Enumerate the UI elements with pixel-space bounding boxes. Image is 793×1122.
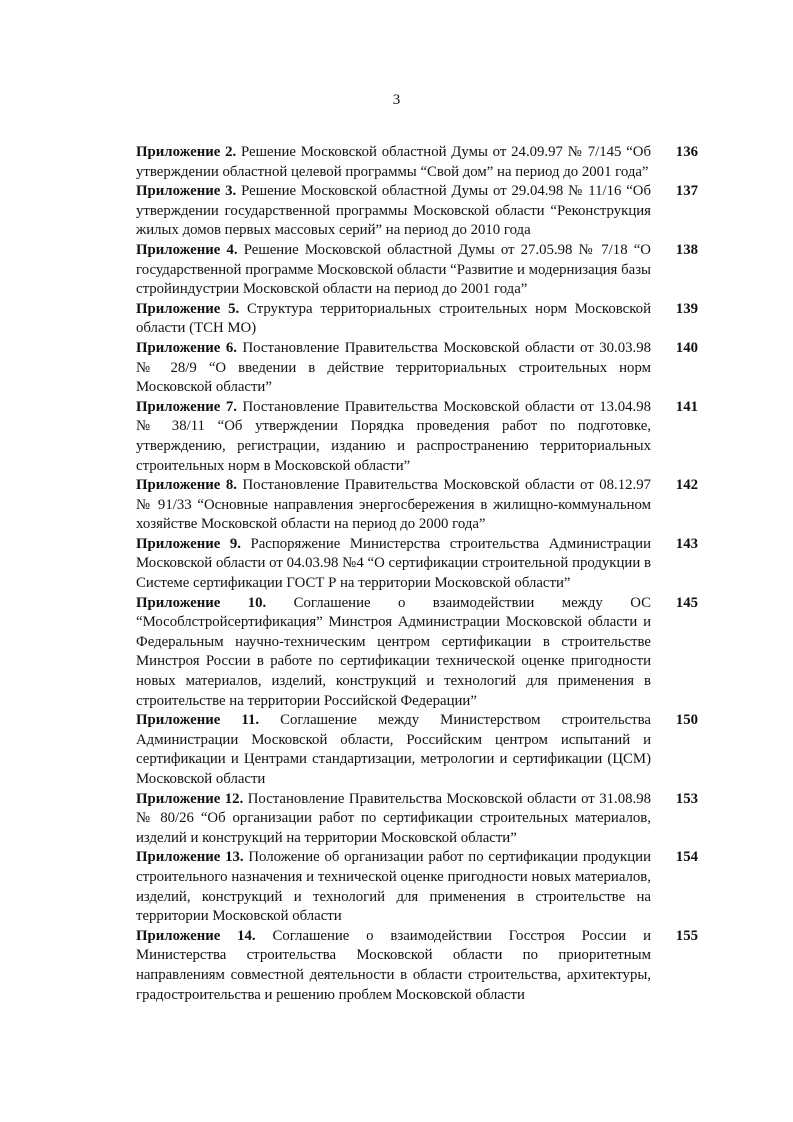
toc-entry-text: [136, 711, 651, 789]
toc-entry-9: [136, 535, 698, 594]
toc-entry-title: Положение об организации работ по сертификации продукции строительного назначения и технической оценке пригодности новых материалов, изделий, конструкций и технологий для применения в строительстве на территории Московской области: [136, 849, 652, 925]
toc-entry-label: Приложение 10.: [136, 594, 267, 611]
toc-entry-page: 143: [675, 535, 698, 552]
toc-entry-label: Приложение 11.: [136, 712, 260, 729]
toc-entry-text: [136, 398, 651, 476]
toc-entry-3: [136, 182, 698, 241]
table-of-contents: [136, 143, 698, 1005]
toc-entry-page: 145: [675, 594, 698, 611]
toc-entry-title: Распоряжение Министерства строительства Администрации Московской области от 04.03.98 №4 “О сертификации строительной продукции в Системе сертификации ГОСТ Р на территории Московской области”: [136, 535, 651, 592]
toc-entry-text: [136, 300, 651, 339]
toc-entry-6: [136, 339, 698, 398]
toc-entry-13: [136, 848, 698, 926]
toc-entry-label: Приложение 13.: [136, 849, 244, 866]
toc-entry-text: [136, 182, 651, 241]
toc-entry-label: Приложение 14.: [136, 927, 256, 944]
page-number: 3: [392, 92, 401, 108]
toc-entry-8: [136, 476, 698, 535]
toc-entry-5: [136, 300, 698, 339]
toc-entry-label: Приложение 8.: [136, 477, 237, 494]
toc-entry-text: [136, 476, 651, 535]
toc-entry-text: [136, 594, 651, 712]
toc-entry-page: 136: [675, 144, 698, 160]
toc-entry-title: Решение Московской областной Думы от 27.05.98 № 7/18 “О государственной программе Московской области “Развитие и модернизация базы стройиндустрии Московской области на период до 2001 года”: [136, 241, 651, 298]
toc-entry-text: [136, 241, 651, 300]
toc-entry-page: 140: [675, 339, 698, 356]
toc-entry-text: [136, 339, 651, 398]
toc-entry-title: Постановление Правительства Московской области от 08.12.97 № 91/33 “Основные направления энергосбережения в жилищно-коммунальном хозяйстве Московской области на период до 2000 года”: [136, 477, 651, 533]
toc-entry-label: Приложение 12.: [136, 790, 244, 807]
toc-entry-page: 139: [675, 300, 698, 317]
toc-entry-title: Решение Московской областной Думы от 24.09.97 № 7/145 “Об утверждении областной целевой программы “Свой дом” на период до 2001 года”: [136, 144, 651, 180]
toc-entry-page: 138: [675, 241, 698, 258]
toc-entry-page: 141: [675, 398, 698, 415]
toc-entry-text: [136, 535, 651, 594]
toc-entry-page: 154: [675, 849, 698, 866]
toc-entry-title: Постановление Правительства Московской области от 13.04.98 № 38/11 “Об утверждении Порядка проведения работ по подготовке, утверждению, регистрации, изданию и распространению территориальных строительных норм в Московской области”: [136, 398, 651, 474]
toc-entry-label: Приложение 9.: [136, 535, 241, 552]
toc-entry-10: [136, 594, 698, 712]
toc-entry-text: [136, 848, 651, 926]
toc-entry-label: Приложение 2.: [136, 144, 237, 160]
toc-entry-text: [136, 143, 651, 182]
toc-entry-14: [136, 927, 698, 1005]
toc-entry-label: Приложение 5.: [136, 300, 240, 317]
toc-entry-page: 153: [675, 790, 698, 807]
toc-entry-page: 142: [675, 477, 698, 494]
toc-entry-12: [136, 790, 698, 849]
toc-entry-7: [136, 398, 698, 476]
toc-entry-title: Соглашение о взаимодействии Госстроя России и Министерства строительства Московской области по приоритетным направлениям совместной деятельности в области строительства, архитектуры, градостроительства и решению проблем Московской области: [136, 927, 652, 1003]
toc-entry-label: Приложение 6.: [136, 339, 237, 356]
toc-entry-title: Структура территориальных строительных норм Московской области (ТСН МО): [136, 300, 651, 337]
toc-entry-label: Приложение 4.: [136, 241, 238, 258]
toc-entry-label: Приложение 7.: [136, 398, 237, 415]
toc-entry-11: [136, 711, 698, 789]
toc-entry-title: Постановление Правительства Московской области от 31.08.98 № 80/26 “Об организации работ по сертификации строительных материалов, изделий и конструкций на территории Московской области”: [136, 790, 651, 846]
toc-entry-page: 155: [675, 927, 698, 944]
toc-entry-label: Приложение 3.: [136, 183, 237, 200]
toc-entry-text: [136, 927, 651, 1005]
toc-entry-title: Соглашение между Министерством строительства Администрации Московской области, Российским центром испытаний и сертификации и Центрами стандартизации, метрологии и сертификации (ЦСМ) Московской области: [136, 712, 651, 787]
toc-entry-title: Соглашение о взаимодействии между ОС “Мособлстройсертификация” Минстроя Администрации Московской области и Федеральным научно-техническим центром сертификации в строительстве Минстроя России в работе по сертификации технической оценке пригодности новых материалов, изделий, конструкций и технологий для применения в строительстве на территории Российской Федерации”: [136, 594, 651, 709]
toc-entry-4: [136, 241, 698, 300]
toc-entry-title: Решение Московской областной Думы от 29.04.98 № 11/16 “Об утверждении государственной программы Московской области “Реконструкция жилых домов первых массовых серий” на период до 2010 года: [136, 183, 652, 239]
toc-entry-page: 137: [675, 183, 698, 200]
toc-entry-page: 150: [675, 712, 698, 729]
toc-entry-title: Постановление Правительства Московской области от 30.03.98 № 28/9 “О введении в действие территориальных строительных норм Московской области”: [136, 339, 651, 396]
toc-entry-2: [136, 143, 698, 182]
toc-entry-text: [136, 790, 651, 849]
